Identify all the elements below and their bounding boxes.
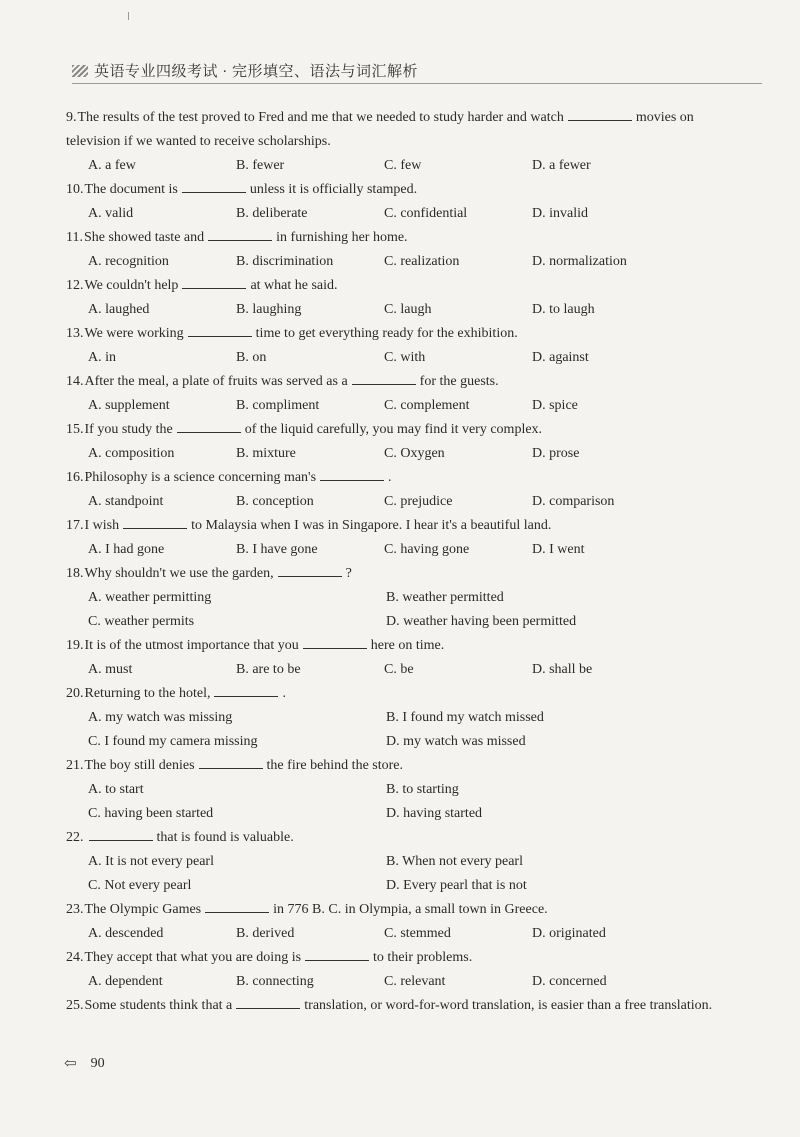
answer-options bbox=[66, 586, 736, 634]
question-item bbox=[66, 226, 736, 274]
question-number: 19. bbox=[66, 638, 84, 653]
question-text-before: Some students think that a bbox=[84, 998, 233, 1013]
answer-option: C. with bbox=[384, 350, 426, 365]
answer-blank bbox=[199, 756, 263, 769]
question-number: 16. bbox=[66, 470, 84, 485]
question-item bbox=[66, 274, 736, 322]
answer-option: C. stemmed bbox=[384, 926, 451, 941]
answer-option: D. I went bbox=[532, 542, 585, 557]
question-number: 11. bbox=[66, 230, 83, 245]
answer-options bbox=[66, 394, 736, 418]
answer-option: B. laughing bbox=[236, 302, 302, 317]
answer-option: D. weather having been permitted bbox=[386, 614, 577, 629]
answer-option: A. in bbox=[88, 350, 116, 365]
answer-blank bbox=[208, 228, 272, 241]
question-list bbox=[66, 106, 736, 1018]
question-item bbox=[66, 634, 736, 682]
question-number: 12. bbox=[66, 278, 84, 293]
question-text-before: The results of the test proved to Fred and me that we needed to study harder and watch bbox=[77, 110, 564, 125]
question-stem bbox=[66, 994, 736, 1018]
page-footer bbox=[64, 1054, 105, 1073]
answer-option: A. It is not every pearl bbox=[88, 854, 214, 869]
answer-blank bbox=[278, 564, 342, 577]
question-text-after: here on time. bbox=[370, 638, 445, 653]
question-number: 25. bbox=[66, 998, 84, 1013]
answer-option: C. Oxygen bbox=[384, 446, 445, 461]
answer-options bbox=[66, 658, 736, 682]
answer-option: D. having started bbox=[386, 806, 483, 821]
page-number: 90 bbox=[90, 1055, 105, 1071]
answer-option: B. on bbox=[236, 350, 267, 365]
running-header bbox=[72, 60, 762, 81]
question-text-after: the fire behind the store. bbox=[266, 758, 403, 773]
answer-option: C. confidential bbox=[384, 206, 468, 221]
question-text-after: in furnishing her home. bbox=[276, 230, 408, 245]
answer-option: A. to start bbox=[88, 782, 144, 797]
question-stem bbox=[66, 322, 736, 346]
answer-option: D. concerned bbox=[532, 974, 607, 989]
answer-option: D. originated bbox=[532, 926, 606, 941]
back-arrow-icon: ⇦ bbox=[64, 1056, 77, 1072]
answer-option: D. prose bbox=[532, 446, 580, 461]
question-stem bbox=[66, 370, 736, 394]
answer-blank bbox=[123, 516, 187, 529]
question-text-after: movies on television if we wanted to receive scholarships. bbox=[66, 110, 694, 149]
question-text-before: After the meal, a plate of fruits was served as a bbox=[84, 374, 348, 389]
answer-blank bbox=[568, 108, 632, 121]
answer-option: D. my watch was missed bbox=[386, 734, 526, 749]
question-item bbox=[66, 322, 736, 370]
answer-options bbox=[66, 298, 736, 322]
answer-option: A. a few bbox=[88, 158, 136, 173]
answer-blank bbox=[89, 828, 153, 841]
question-text-after: for the guests. bbox=[419, 374, 499, 389]
question-text-before: Why shouldn't we use the garden, bbox=[84, 566, 274, 581]
answer-option: C. relevant bbox=[384, 974, 446, 989]
answer-options bbox=[66, 154, 736, 178]
answer-option: A. supplement bbox=[88, 398, 170, 413]
question-number: 18. bbox=[66, 566, 84, 581]
answer-option: B. discrimination bbox=[236, 254, 334, 269]
question-item bbox=[66, 682, 736, 754]
answer-blank bbox=[214, 684, 278, 697]
question-stem bbox=[66, 514, 736, 538]
answer-option: A. weather permitting bbox=[88, 590, 212, 605]
question-text-after: at what he said. bbox=[250, 278, 338, 293]
answer-option: D. to laugh bbox=[532, 302, 595, 317]
question-text-after: in 776 B. C. in Olympia, a small town in Greece. bbox=[273, 902, 548, 917]
answer-option: C. be bbox=[384, 662, 414, 677]
answer-blank bbox=[352, 372, 416, 385]
question-number: 15. bbox=[66, 422, 84, 437]
question-item bbox=[66, 418, 736, 466]
question-number: 24. bbox=[66, 950, 84, 965]
answer-option: D. a fewer bbox=[532, 158, 591, 173]
answer-option: C. I found my camera missing bbox=[88, 734, 258, 749]
scan-mark bbox=[128, 12, 129, 20]
question-text-after: time to get everything ready for the exhibition. bbox=[255, 326, 518, 341]
question-number: 10. bbox=[66, 182, 84, 197]
answer-options bbox=[66, 850, 736, 898]
header-divider bbox=[72, 83, 762, 84]
question-stem bbox=[66, 274, 736, 298]
question-text-before: I wish bbox=[84, 518, 120, 533]
answer-option: B. are to be bbox=[236, 662, 301, 677]
question-number: 21. bbox=[66, 758, 84, 773]
answer-blank bbox=[177, 420, 241, 433]
answer-option: D. shall be bbox=[532, 662, 593, 677]
answer-option: A. standpoint bbox=[88, 494, 164, 509]
question-item bbox=[66, 514, 736, 562]
question-stem bbox=[66, 106, 736, 154]
answer-blank bbox=[182, 180, 246, 193]
question-text-before: We couldn't help bbox=[84, 278, 179, 293]
question-text-after: . bbox=[282, 686, 286, 701]
question-text-before: The document is bbox=[84, 182, 178, 197]
question-text-before: She showed taste and bbox=[83, 230, 205, 245]
question-item bbox=[66, 466, 736, 514]
question-item bbox=[66, 754, 736, 826]
answer-options bbox=[66, 490, 736, 514]
answer-option: D. spice bbox=[532, 398, 578, 413]
question-text-after: of the liquid carefully, you may find it very complex. bbox=[244, 422, 543, 437]
question-text-before: The boy still denies bbox=[84, 758, 195, 773]
question-stem bbox=[66, 946, 736, 970]
answer-option: B. derived bbox=[236, 926, 295, 941]
answer-option: C. complement bbox=[384, 398, 470, 413]
answer-option: A. laughed bbox=[88, 302, 150, 317]
answer-option: B. I found my watch missed bbox=[386, 710, 544, 725]
question-text-after: to their problems. bbox=[373, 950, 473, 965]
question-stem bbox=[66, 466, 736, 490]
answer-option: C. few bbox=[384, 158, 422, 173]
answer-option: B. I have gone bbox=[236, 542, 318, 557]
question-text-after: to Malaysia when I was in Singapore. I hear it's a beautiful land. bbox=[191, 518, 552, 533]
answer-option: C. having been started bbox=[88, 806, 214, 821]
question-text-before: They accept that what you are doing is bbox=[84, 950, 302, 965]
answer-options bbox=[66, 250, 736, 274]
answer-blank bbox=[236, 996, 300, 1009]
header-ornament-icon bbox=[72, 65, 88, 77]
answer-options bbox=[66, 778, 736, 826]
answer-option: B. When not every pearl bbox=[386, 854, 523, 869]
answer-option: C. prejudice bbox=[384, 494, 453, 509]
question-number: 14. bbox=[66, 374, 84, 389]
answer-option: D. comparison bbox=[532, 494, 615, 509]
answer-option: D. normalization bbox=[532, 254, 627, 269]
question-text-after: that is found is valuable. bbox=[156, 830, 294, 845]
question-item bbox=[66, 370, 736, 418]
question-item bbox=[66, 106, 736, 178]
question-number: 23. bbox=[66, 902, 84, 917]
answer-options bbox=[66, 538, 736, 562]
answer-option: A. I had gone bbox=[88, 542, 165, 557]
answer-option: B. deliberate bbox=[236, 206, 308, 221]
answer-option: C. having gone bbox=[384, 542, 470, 557]
answer-option: D. Every pearl that is not bbox=[386, 878, 527, 893]
question-text-before: The Olympic Games bbox=[84, 902, 202, 917]
question-stem bbox=[66, 826, 736, 850]
question-stem bbox=[66, 226, 736, 250]
answer-blank bbox=[303, 636, 367, 649]
answer-options bbox=[66, 970, 736, 994]
question-text-before: If you study the bbox=[84, 422, 173, 437]
answer-blank bbox=[188, 324, 252, 337]
question-stem bbox=[66, 754, 736, 778]
question-number: 20. bbox=[66, 686, 84, 701]
question-text-before: It is of the utmost importance that you bbox=[84, 638, 299, 653]
question-text-before: We were working bbox=[84, 326, 184, 341]
answer-option: C. laugh bbox=[384, 302, 432, 317]
question-number: 13. bbox=[66, 326, 84, 341]
question-text-after: . bbox=[388, 470, 392, 485]
answer-option: A. valid bbox=[88, 206, 134, 221]
answer-options bbox=[66, 202, 736, 226]
answer-option: B. conception bbox=[236, 494, 314, 509]
question-stem bbox=[66, 898, 736, 922]
answer-option: B. compliment bbox=[236, 398, 320, 413]
question-number: 17. bbox=[66, 518, 84, 533]
question-text-before: Philosophy is a science concerning man's bbox=[84, 470, 317, 485]
question-stem bbox=[66, 682, 736, 706]
question-stem bbox=[66, 418, 736, 442]
answer-option: B. connecting bbox=[236, 974, 314, 989]
answer-option: D. invalid bbox=[532, 206, 588, 221]
answer-option: B. to starting bbox=[386, 782, 459, 797]
answer-option: A. descended bbox=[88, 926, 164, 941]
question-item bbox=[66, 994, 736, 1018]
question-stem bbox=[66, 634, 736, 658]
answer-option: A. recognition bbox=[88, 254, 169, 269]
question-text-after: ? bbox=[345, 566, 352, 581]
answer-option: C. realization bbox=[384, 254, 460, 269]
question-stem bbox=[66, 562, 736, 586]
answer-option: D. against bbox=[532, 350, 589, 365]
question-item bbox=[66, 562, 736, 634]
question-text-after: translation, or word-for-word translation, is easier than a free translation. bbox=[304, 998, 713, 1013]
question-number: 9. bbox=[66, 110, 77, 125]
answer-option: A. composition bbox=[88, 446, 175, 461]
answer-option: A. my watch was missing bbox=[88, 710, 233, 725]
answer-option: C. Not every pearl bbox=[88, 878, 192, 893]
answer-blank bbox=[205, 900, 269, 913]
question-number: 22. bbox=[66, 830, 84, 845]
question-text-before: Returning to the hotel, bbox=[84, 686, 211, 701]
question-item bbox=[66, 826, 736, 898]
answer-option: C. weather permits bbox=[88, 614, 195, 629]
question-text-after: unless it is officially stamped. bbox=[249, 182, 418, 197]
answer-option: A. must bbox=[88, 662, 133, 677]
question-item bbox=[66, 178, 736, 226]
answer-option: A. dependent bbox=[88, 974, 163, 989]
answer-options bbox=[66, 442, 736, 466]
answer-options bbox=[66, 922, 736, 946]
question-stem bbox=[66, 178, 736, 202]
question-item bbox=[66, 898, 736, 946]
question-item bbox=[66, 946, 736, 994]
answer-options bbox=[66, 706, 736, 754]
answer-option: B. weather permitted bbox=[386, 590, 504, 605]
answer-blank bbox=[320, 468, 384, 481]
answer-blank bbox=[305, 948, 369, 961]
header-title: 英语专业四级考试 · 完形填空、语法与词汇解析 bbox=[94, 64, 418, 80]
answer-option: B. mixture bbox=[236, 446, 296, 461]
answer-options bbox=[66, 346, 736, 370]
answer-blank bbox=[182, 276, 246, 289]
answer-option: B. fewer bbox=[236, 158, 285, 173]
